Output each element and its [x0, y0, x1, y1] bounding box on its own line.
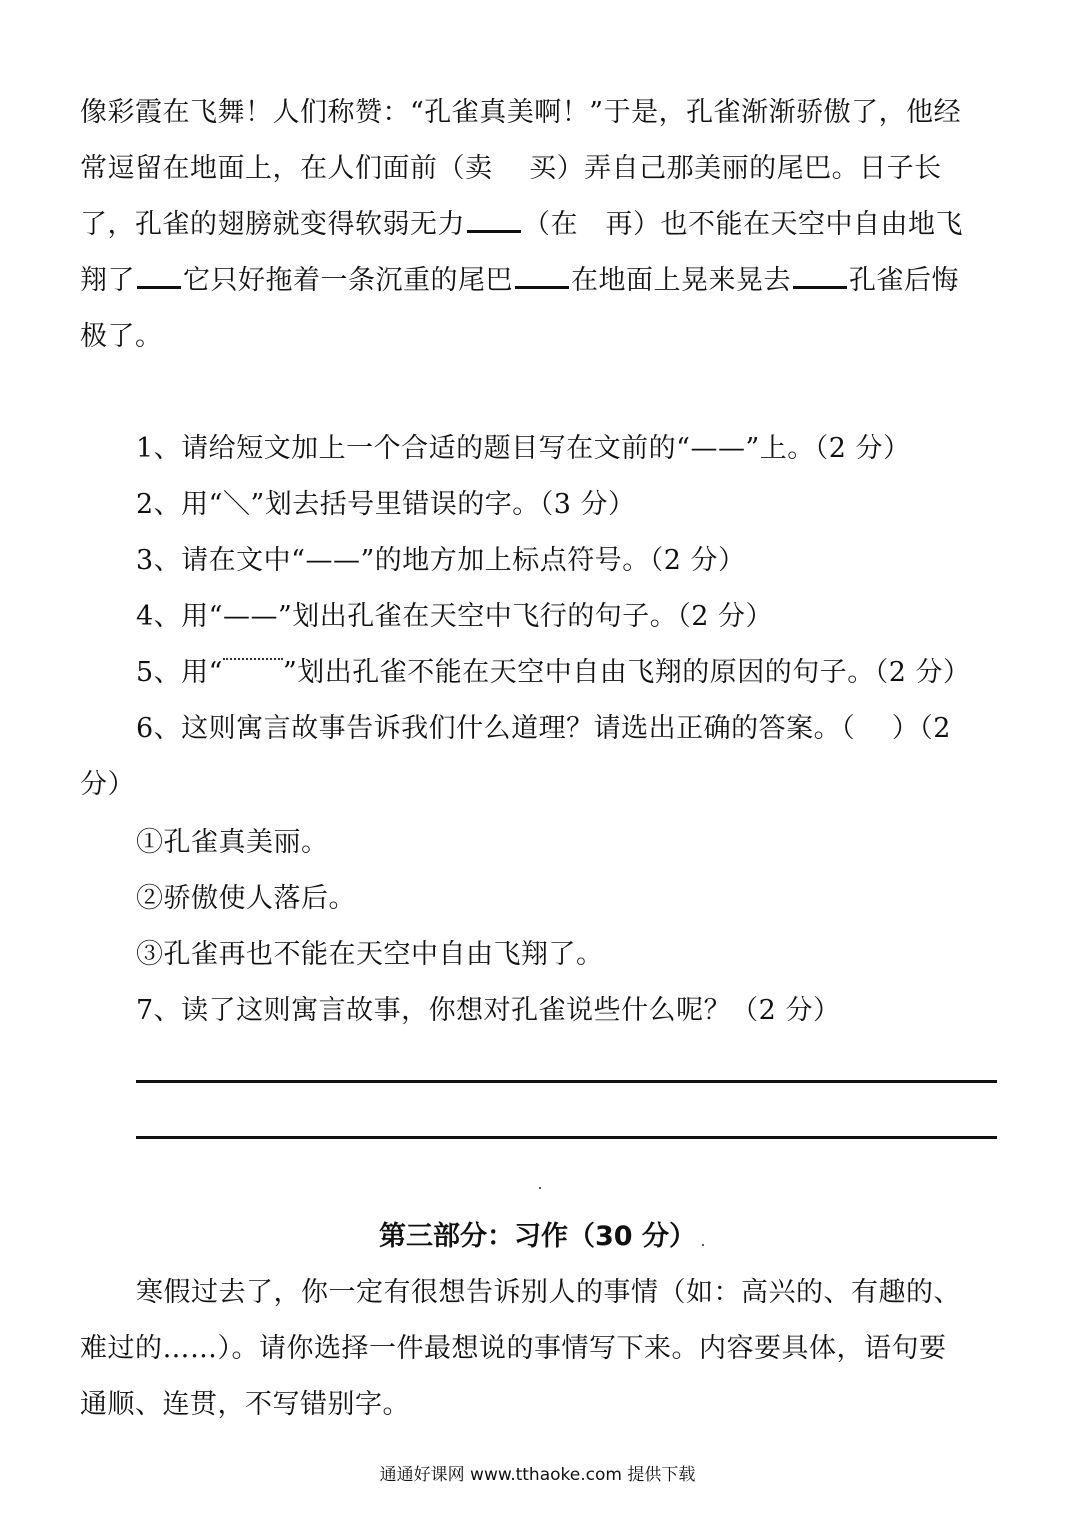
question-6-cont: 分） — [80, 769, 135, 800]
question-5 — [136, 656, 971, 690]
wavy-underline-icon — [223, 658, 283, 674]
question-1: 1、请给短文加上一个合适的题目写在文前的“——”上。（2 分） — [136, 433, 911, 464]
punctuation-blank[interactable] — [515, 266, 569, 289]
option-1: ①孔雀真美丽。 — [136, 827, 329, 858]
composition-line-3: 通顺、连贯，不写错别字。 — [80, 1389, 410, 1420]
passage-line-3b: （在 再）也不能在天空中自由地飞 — [523, 209, 963, 240]
passage-line-5: 极了。 — [80, 321, 163, 352]
passage-line-4 — [80, 264, 959, 298]
question-5a: 5、用“ — [136, 657, 223, 688]
passage-line-3a: 了，孔雀的翅膀就变得软弱无力 — [80, 209, 465, 240]
answer-line-2[interactable] — [136, 1136, 997, 1139]
passage-line-1: 像彩霞在飞舞！人们称赞：“孔雀真美啊！”于是，孔雀渐渐骄傲了，他经 — [80, 97, 962, 128]
option-3: ③孔雀再也不能在天空中自由飞翔了。 — [136, 939, 604, 970]
passage-line-4c: 在地面上晃来晃去 — [571, 265, 791, 296]
passage-line-4a: 翔了 — [80, 265, 135, 296]
question-3: 3、请在文中“——”的地方加上标点符号。（2 分） — [136, 545, 746, 576]
passage-line-4d: 孔雀后悔 — [849, 265, 959, 296]
option-2: ②骄傲使人落后。 — [136, 883, 356, 914]
passage-line-3 — [80, 208, 963, 242]
footer-text: 通通好课网 www.tthaoke.com 提供下载 — [379, 1465, 696, 1485]
answer-line-1[interactable] — [136, 1080, 997, 1083]
punctuation-blank[interactable] — [793, 266, 847, 289]
composition-line-1: 寒假过去了，你一定有很想告诉别人的事情（如：高兴的、有趣的、 — [136, 1277, 961, 1308]
passage-line-2: 常逗留在地面上，在人们面前（卖 买）弄自己那美丽的尾巴。日子长 — [80, 153, 942, 184]
composition-line-2: 难过的……）。请你选择一件最想说的事情写下来。内容要具体，语句要 — [80, 1333, 947, 1364]
question-6: 6、这则寓言故事告诉我们什么道理？请选出正确的答案。（ ）（2 — [136, 713, 951, 744]
question-4: 4、用“——”划出孔雀在天空中飞行的句子。（2 分） — [136, 601, 774, 632]
punctuation-blank[interactable] — [137, 266, 181, 289]
question-2: 2、用“＼”划去括号里错误的字。（3 分） — [136, 489, 636, 520]
punctuation-blank[interactable] — [467, 210, 521, 233]
speck — [539, 1187, 541, 1189]
question-7: 7、读了这则寓言故事，你想对孔雀说些什么呢？（2 分） — [136, 995, 841, 1026]
question-5b: ”划出孔雀不能在天空中自由飞翔的原因的句子。（2 分） — [282, 657, 971, 688]
section-heading: 第三部分：习作（30 分） — [379, 1221, 696, 1252]
speck — [702, 1244, 704, 1246]
passage-line-4b: 它只好拖着一条沉重的尾巴 — [183, 265, 513, 296]
